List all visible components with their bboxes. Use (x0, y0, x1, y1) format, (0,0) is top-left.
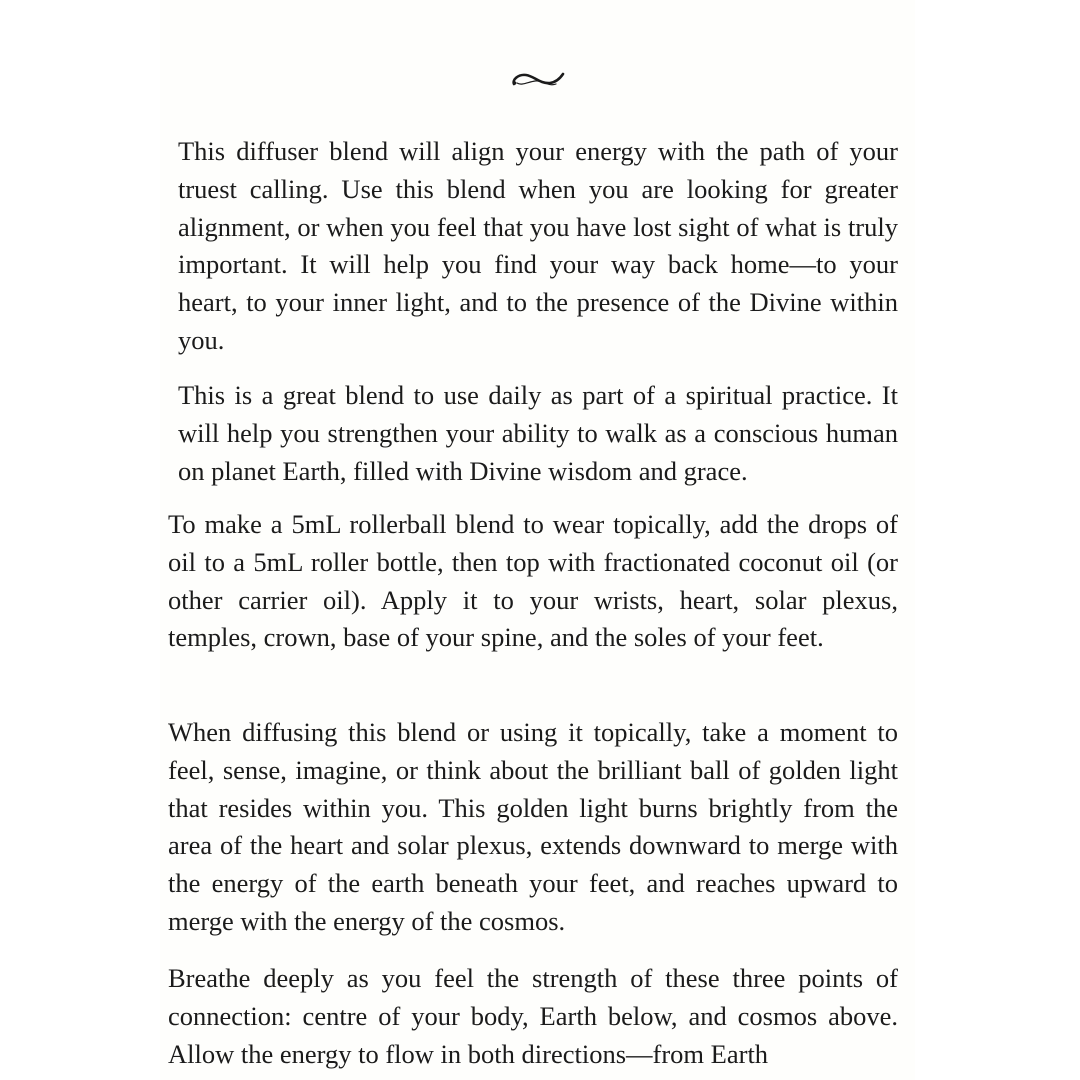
tilde-flourish-icon (508, 62, 568, 92)
body-paragraph: To make a 5mL rollerball blend to wear topically, add the drops of oil to a 5mL roller bottle, then top with fractionated coconut oil (or other carrier oil). Apply it to your wrists, heart, solar plexus, temples, crown, base of your spine, and the soles of your feet. (168, 509, 898, 653)
body-paragraph: When diffusing this blend or using it topically, take a moment to feel, sense, imagine, or think about the brilliant ball of golden light that resides within you. This golden light burns brightly from the area of the heart and solar plexus, extends downward to merge with the energy of the earth beneath your feet, and reaches upward to merge with the energy of the cosmos. (168, 717, 898, 936)
body-paragraph: This diffuser blend will align your energy with the path of your truest calling. Use this blend when you are looking for greater alignment, or when you feel that you have lost sight of what is truly important. It will help you find your way back home—to your heart, to your inner light, and to the presence of the Divine within you. (178, 136, 898, 355)
body-paragraph: Breathe deeply as you feel the strength of these three points of connection: centre of your body, Earth below, and cosmos above. Allow the energy to flow in both directions—from Earth (168, 963, 898, 1069)
body-paragraph: This is a great blend to use daily as part of a spiritual practice. It will help you strengthen your ability to walk as a conscious human on planet Earth, filled with Divine wisdom and grace. (178, 380, 898, 486)
